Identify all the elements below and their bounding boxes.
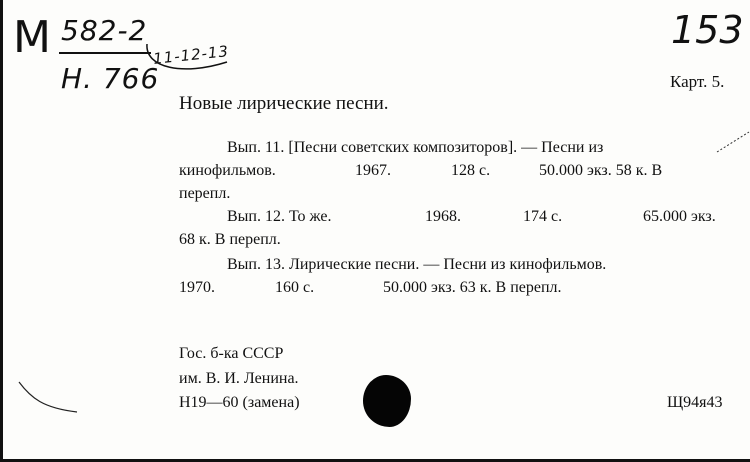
entry-2-year: 1968. [425,208,461,225]
entry-2-pages: 174 с. [523,208,563,225]
entry-3-line-1: Вып. 13. Лирические песни. — Песни из кинофильмов. [227,256,607,273]
entry-3-pages: 160 с. [275,279,315,296]
card-title: Новые лирические песни. [179,93,389,114]
card-label: Карт. 5. [670,72,725,91]
library-line-1: Гос. б-ка СССР [179,345,284,362]
call-number-divider [59,52,151,54]
entry-3-print-run: 50.000 экз. 63 к. В перепл. [383,279,562,296]
years-bracket [143,40,233,80]
entry-1-line-1: Вып. 11. [Песни советских композиторов]. — Песни из [227,139,604,156]
ink-blot [363,375,411,427]
print-code: Щ94я43 [667,394,723,411]
entry-2-line-2: 68 к. В перепл. [179,231,281,248]
library-line-2: им. В. И. Ленина. [179,370,299,387]
entry-1-print-run: 50.000 экз. 58 к. В [539,162,663,179]
entry-2-print-run: 65.000 экз. [643,208,716,225]
stray-pen-mark-left [17,378,81,418]
entry-1-year: 1967. [355,162,391,179]
entry-3-year: 1970. [179,279,215,296]
entry-2-volume: Вып. 12. То же. [227,208,332,225]
handwritten-letter: М [13,12,52,63]
stray-pen-mark-right [715,128,750,156]
handwritten-call-number-top: 582-2 [61,14,148,47]
entry-1-series-title: кинофильмов. [179,162,276,179]
library-line-3: Н19—60 (замена) [179,394,300,411]
handwritten-call-number-bottom: Н. 766 [61,62,160,95]
handwritten-card-number: 153 [671,8,744,52]
entry-1-line-3: перепл. [179,185,231,202]
handwritten-years: 11-12-13 [152,42,230,68]
entry-1-pages: 128 с. [451,162,491,179]
